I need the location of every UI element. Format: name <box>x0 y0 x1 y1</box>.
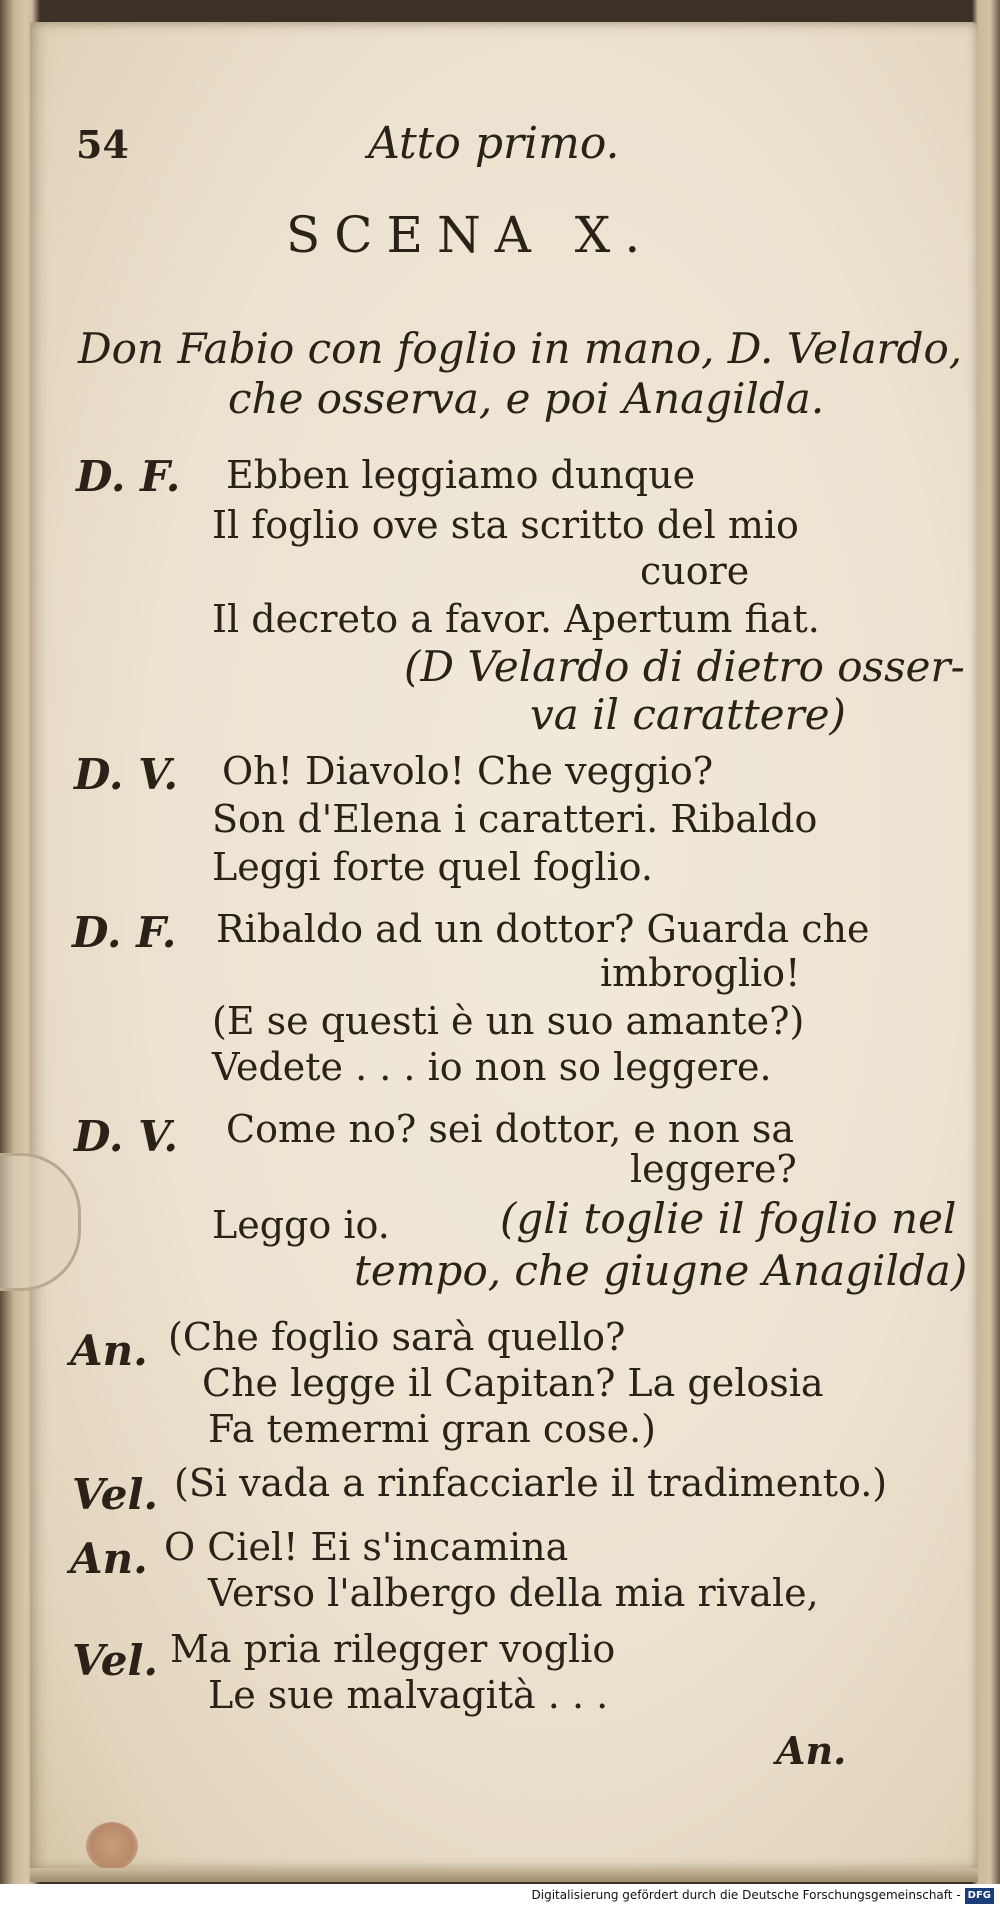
verse-line: Il foglio ove sta scritto del mio <box>212 503 799 547</box>
digitization-footer <box>0 1884 1000 1907</box>
speaker-label: Vel. <box>72 1636 159 1685</box>
verse-line: Le sue malvagità . . . <box>208 1673 609 1717</box>
verse-line: Ebben leggiamo dunque <box>226 453 696 497</box>
running-header: Atto primo. <box>368 118 620 169</box>
speaker-label: An. <box>70 1326 148 1375</box>
catchword: An. <box>776 1728 847 1773</box>
verse-line: cuore <box>640 549 750 593</box>
verse-line: (E se questi è un suo amante?) <box>212 999 805 1043</box>
verse-line: Che legge il Capitan? La gelosia <box>202 1361 824 1405</box>
verse-line: Il decreto a favor. Apertum fiat. <box>212 597 820 641</box>
verse-line: Come no? sei dottor, e non sa <box>226 1107 794 1151</box>
paper-stain <box>86 1822 138 1870</box>
verse-line: Oh! Diavolo! Che veggio? <box>222 749 714 793</box>
footer-credit: Digitalisierung gefördert durch die Deutsche Forschungsgemeinschaft - <box>531 1888 961 1902</box>
stage-heading-line-1: Don Fabio con foglio in mano, D. Velardo, <box>78 324 963 373</box>
verse-line: Leggi forte quel foglio. <box>212 845 653 889</box>
verse-line: Verso l'albergo della mia rivale, <box>208 1571 819 1615</box>
stage-direction: va il carattere) <box>530 690 846 739</box>
verse-line: (Che foglio sarà quello? <box>168 1315 626 1359</box>
speaker-label: An. <box>70 1534 148 1583</box>
scene-title: SCENA X. <box>286 206 655 264</box>
speaker-label: D. F. <box>72 908 177 957</box>
verse-line: O Ciel! Ei s'incamina <box>164 1525 569 1569</box>
speaker-label: Vel. <box>72 1470 159 1519</box>
stage-heading-line-2: che osserva, e poi Anagilda. <box>228 374 825 423</box>
verse-line: Ribaldo ad un dottor? Guarda che <box>216 907 870 951</box>
page-bottom-edge <box>30 1868 978 1882</box>
verse-line: Fa temermi gran cose.) <box>208 1407 656 1451</box>
page-number: 54 <box>76 122 129 167</box>
verse-line: Vedete . . . io non so leggere. <box>212 1045 772 1089</box>
speaker-label: D. V. <box>74 1112 179 1161</box>
stage-direction: tempo, che giugne Anagilda) <box>354 1246 968 1295</box>
dfg-logo: DFG <box>965 1888 994 1904</box>
verse-line: (Si vada a rinfacciarle il tradimento.) <box>174 1461 888 1505</box>
verse-line: Leggo io. <box>212 1203 390 1247</box>
speaker-label: D. F. <box>76 452 181 501</box>
verse-line: imbroglio! <box>600 951 801 995</box>
stage-direction: (D Velardo di dietro osser- <box>404 642 965 691</box>
verse-line: leggere? <box>630 1147 797 1191</box>
verse-line: Son d'Elena i caratteri. Ribaldo <box>212 797 818 841</box>
speaker-label: D. V. <box>74 750 179 799</box>
stage-direction: (gli toglie il foglio nel <box>500 1194 957 1243</box>
verse-line: Ma pria rilegger voglio <box>170 1627 616 1671</box>
